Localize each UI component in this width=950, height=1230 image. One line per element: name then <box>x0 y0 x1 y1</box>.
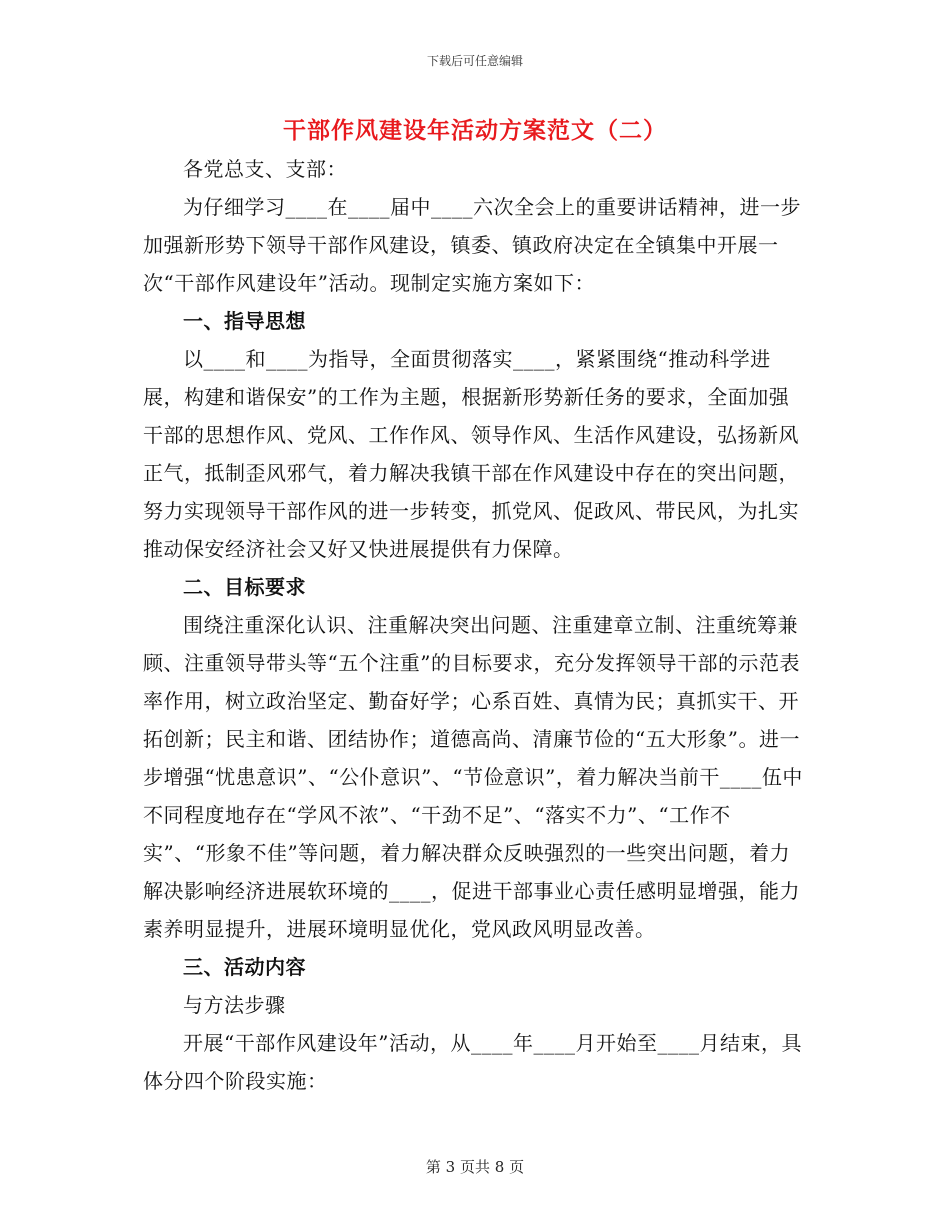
document-title: 干部作风建设年活动方案范文（二） <box>283 118 667 144</box>
intro-paragraph: 为仔细学习____在____届中____六次全会上的重要讲话精神，进一步加强新形势下领导干部作风建设，镇委、镇政府决定在全镇集中开展一次“干部作风建设年”活动。现制定实施方案如下： <box>143 195 801 295</box>
section-subheading-methods: 与方法步骤 <box>183 993 286 1017</box>
salutation: 各党总支、支部： <box>183 157 347 181</box>
section-paragraph-guiding-thought: 以____和____为指导，全面贯彻落实____，紧紧围绕“推动科学进展，构建和谐保安”的工作为主题，根据新形势新任务的要求，全面加强干部的思想作风、党风、工作作风、领导作风、生活作风建设，弘扬新风正气，抵制歪风邪气，着力解决我镇干部在作风建设中存在的突出问题，努力实现领导干部作风的进一步转变，抓党风、促政风、带民风，为扎实推动保安经济社会又好又快进展提供有力保障。 <box>143 347 799 561</box>
section-paragraph-objectives: 围绕注重深化认识、注重解决突出问题、注重建章立制、注重统筹兼顾、注重领导带头等“五个注重”的目标要求，充分发挥领导干部的示范表率作用，树立政治坚定、勤奋好学；心系百姓、真情为民；真抓实干、开拓创新；民主和谐、团结协作；道德高尚、清廉节俭的“五大形象”。进一步增强“忧患意识”、“公仆意识”、“节俭意识”，着力解决当前干____伍中不同程度地存在“学风不浓”、“干劲不足”、“落实不力”、“工作不实”、“形象不佳”等问题，着力解决群众反映强烈的一些突出问题，着力解决影响经济进展软环境的____，促进干部事业心责任感明显增强，能力素养明显提升，进展环境明显优化，党风政风明显改善。 <box>143 613 803 941</box>
section-heading-activities: 三、活动内容 <box>183 955 306 979</box>
section-paragraph-activities: 开展“干部作风建设年”活动，从____年____月开始至____月结束，具体分四个阶段实施： <box>143 1031 802 1093</box>
section-heading-guiding-thought: 一、指导思想 <box>183 309 306 333</box>
document-body <box>143 150 807 1100</box>
section-heading-objectives: 二、目标要求 <box>183 575 306 599</box>
page-footer: 第 3 页共 8 页 <box>425 1158 525 1176</box>
page-header: 下载后可任意编辑 <box>426 54 523 68</box>
